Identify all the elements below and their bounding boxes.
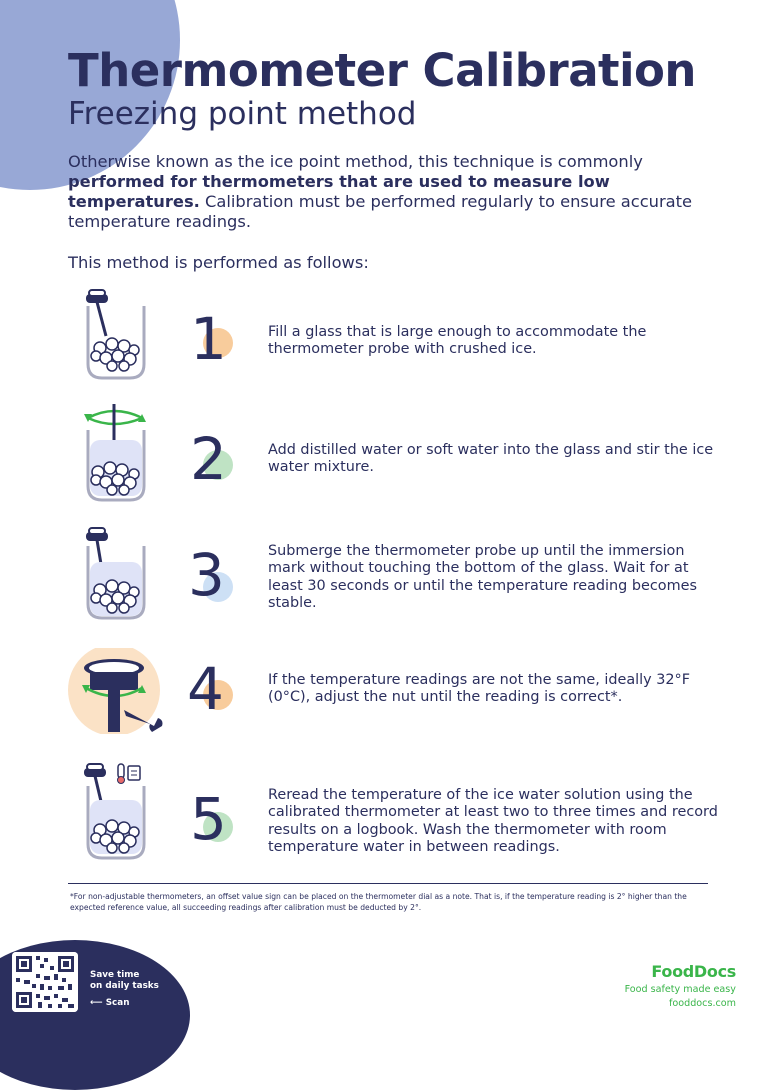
- page-title: Thermometer Calibration: [68, 44, 696, 97]
- badge-text: [90, 970, 180, 992]
- page-subtitle: Freezing point method: [68, 96, 417, 132]
- footnote-divider: [68, 883, 708, 884]
- footnote: *For non-adjustable thermometers, an offset value sign can be placed on the thermometer dial as a note. That is, if the temperature reading is 2° higher than the expected reference value, all succeeding readings after calibration must be deducted by 2°.: [70, 892, 687, 912]
- scan-label: [90, 998, 129, 1008]
- step-text: Fill a glass that is large enough to accommodate the thermometer probe with crushed ice.: [268, 324, 647, 358]
- glass-logbook-icon: [82, 762, 152, 860]
- step-number: 1: [190, 305, 227, 373]
- step-text: Submerge the thermometer probe up until the immersion mark without touching the bottom of the glass. Wait for at least 30 seconds or until the temperature reading becomes stable.: [268, 543, 697, 612]
- scan-text: Scan: [105, 998, 130, 1008]
- arrow-left-icon: ⟵: [90, 998, 103, 1008]
- method-lead: This method is performed as follows:: [68, 253, 369, 272]
- glass-stir-icon: [80, 400, 152, 504]
- badge-line-1: Save time: [90, 970, 140, 980]
- badge-line-2: on daily tasks: [90, 981, 159, 991]
- intro-text-1: Otherwise known as the ice point method, this technique is commonly: [68, 152, 643, 171]
- wrench-adjust-nut-icon: [68, 648, 168, 734]
- glass-submerge-thermometer-icon: [82, 526, 152, 622]
- qr-code-icon[interactable]: [12, 952, 78, 1012]
- fooddocs-logo: FoodDocs: [651, 962, 736, 981]
- brand-url[interactable]: fooddocs.com: [669, 998, 736, 1009]
- step-text: Add distilled water or soft water into the glass and stir the ice water mixture.: [268, 442, 714, 476]
- intro-text-2: Calibration must be performed regularly to ensure accurate temperature readings.: [68, 192, 693, 231]
- step-number: 2: [190, 425, 227, 493]
- step-text: Reread the temperature of the ice water solution using the calibrated thermometer at least two to three times and record results on a logbook. Wash the thermometer with room temperature water in between readings.: [268, 787, 718, 856]
- glass-ice-thermometer-icon: [82, 284, 152, 382]
- brand-block: [625, 962, 736, 1009]
- brand-tagline: Food safety made easy: [624, 984, 736, 995]
- step-number: 3: [188, 541, 225, 609]
- step-text: If the temperature readings are not the same, ideally 32°F (0°C), adjust the nut until the reading is correct*.: [268, 672, 691, 706]
- intro-paragraph: [68, 152, 733, 232]
- step-number: 5: [190, 785, 227, 853]
- intro-bold-text: performed for thermometers that are used to measure low temperatures.: [68, 172, 610, 211]
- step-number: 4: [187, 655, 224, 723]
